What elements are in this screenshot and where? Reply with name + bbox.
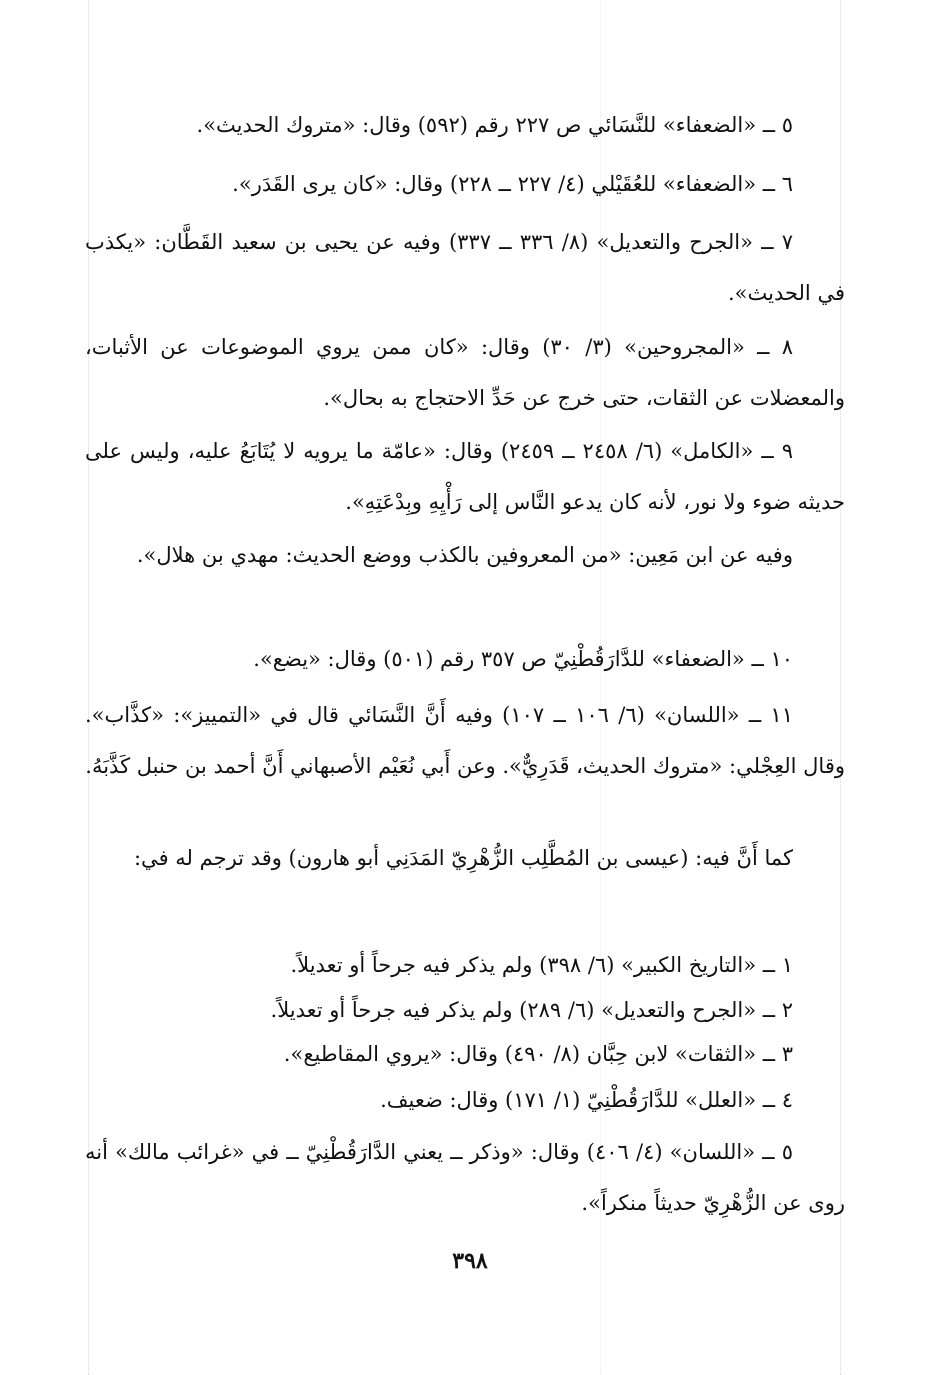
entry-5-lisan: ٥ ــ «اللسان» (٤/ ٤٠٦) وقال: «وذكر ــ يعني الدَّارَقُطْنِيّ ــ في «غرائب مالك» أنه روى عن الزُّهْرِيّ حديثاً منكراً». (85, 1140, 845, 1215)
entry-7-jarh-tadil: ٧ ــ «الجرح والتعديل» (٨/ ٣٣٦ ــ ٣٣٧) وفيه عن يحيى بن سعيد القَطَّان: «يكذب في الحديث». (85, 230, 845, 305)
entry-9-ibn-main-note: وفيه عن ابن مَعِين: «من المعروفين بالكذب ووضع الحديث: مهدي بن هلال». (136, 543, 793, 567)
entry-6-uqayli: ٦ ــ «الضعفاء» للعُقَيْلي (٤/ ٢٢٧ ــ ٢٢٨) وقال: «كان يرى القَدَر». (232, 172, 793, 196)
entry-8-majruhin: ٨ ــ «المجروحين» (٣/ ٣٠) وقال: «كان ممن يروي الموضوعات عن الأثبات، والمعضلات عن الثقات، حتى خرج عن حَدِّ الاحتجاج به بحال». (85, 335, 845, 410)
entry-5-nasai: ٥ ــ «الضعفاء» للنَّسَائي ص ٢٢٧ رقم (٥٩٢) وقال: «متروك الحديث». (196, 113, 793, 137)
entry-2-jarh-tadil: ٢ ــ «الجرح والتعديل» (٦/ ٢٨٩) ولم يذكر فيه جرحاً أو تعديلاً. (270, 998, 793, 1022)
intro-paragraph: كما أَنَّ فيه: (عيسى بن المُطَّلِب الزُّهْرِيّ المَدَنِي أبو هارون) وقد ترجم له في: (133, 846, 793, 870)
entry-1-tarikh-kabir: ١ ــ «التاريخ الكبير» (٦/ ٣٩٨) ولم يذكر فيه جرحاً أو تعديلاً. (290, 953, 793, 977)
page-number: ٣٩٨ (452, 1248, 488, 1274)
entry-9-kamil: ٩ ــ «الكامل» (٦/ ٢٤٥٨ ــ ٢٤٥٩) وقال: «عامّة ما يرويه لا يُتَابَعُ عليه، وليس على حديثه ضوء ولا نور، لأنه كان يدعو النَّاس إلى رَأْيِهِ وبِدْعَتِهِ». (85, 439, 845, 514)
entry-4-ilal: ٤ ــ «العلل» للدَّارَقُطْنِيّ (١/ ١٧١) وقال: ضعيف. (380, 1088, 793, 1112)
entry-10-daraqutni: ١٠ ــ «الضعفاء» للدَّارَقُطْنِيّ ص ٣٥٧ رقم (٥٠١) وقال: «يضع». (253, 647, 793, 671)
entry-11-lisan: ١١ ــ «اللسان» (٦/ ١٠٦ ــ ١٠٧) وفيه أَنَّ النَّسَائي قال في «التمييز»: «كذَّاب». وقال العِجْلي: «متروك الحديث، قَدَرِيٌّ». وعن أَبي نُعَيْم الأصبهاني أَنَّ أحمد بن حنبل كَذَّبَهُ. (85, 703, 845, 778)
entry-3-thiqat: ٣ ــ «الثقات» لابن حِبَّان (٨/ ٤٩٠) وقال: «يروي المقاطيع». (283, 1042, 793, 1066)
